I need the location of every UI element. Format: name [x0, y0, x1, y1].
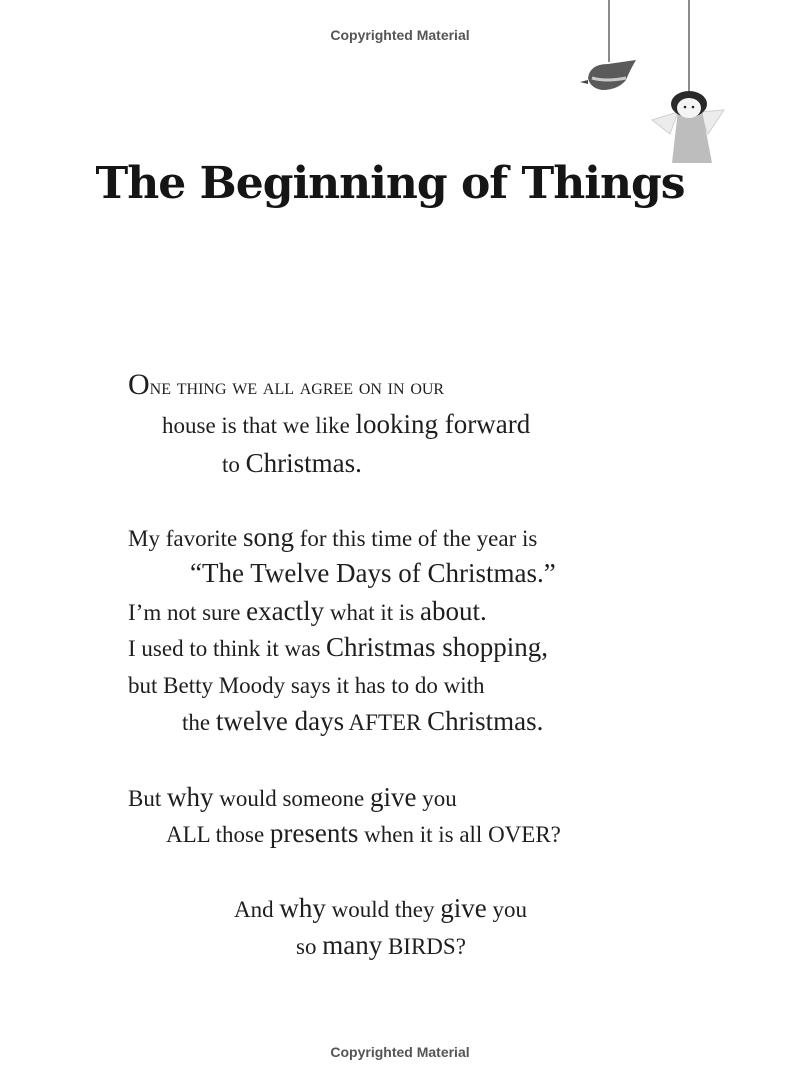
copyright-header: Copyrighted Material [330, 27, 470, 43]
text-line-13: so many BIRDS? [296, 930, 466, 960]
text-line-4: My favorite song for this time of the year is [128, 522, 538, 552]
bird-ornament-icon [580, 0, 636, 90]
hanging-ornaments [570, 0, 740, 175]
chapter-title: The Beginning of Things [95, 158, 685, 209]
copyright-footer: Copyrighted Material [330, 1044, 470, 1060]
text-line-3: to Christmas. [222, 448, 362, 478]
text-line-1 [128, 368, 444, 402]
text-line-5-song-title: “The Twelve Days of Christmas.” [190, 558, 556, 588]
text-line-2: house is that we like looking forward [162, 409, 531, 439]
text-line-11: ALL those presents when it is all OVER? [166, 818, 561, 848]
text-line-9: the twelve days AFTER Christmas. [182, 706, 544, 736]
text-line-7: I used to think it was Christmas shopping, [128, 632, 549, 662]
text-line-10: But why would someone give you [128, 782, 457, 812]
text-line-12: And why would they give you [234, 893, 527, 923]
text-line-8: but Betty Moody says it has to do with [128, 673, 485, 698]
angel-ornament-icon [652, 0, 724, 163]
text-line-6: I’m not sure exactly what it is about. [128, 596, 487, 626]
drop-cap: O [128, 368, 150, 401]
small-caps-opening: ne thing we all agree on in our [149, 374, 445, 399]
